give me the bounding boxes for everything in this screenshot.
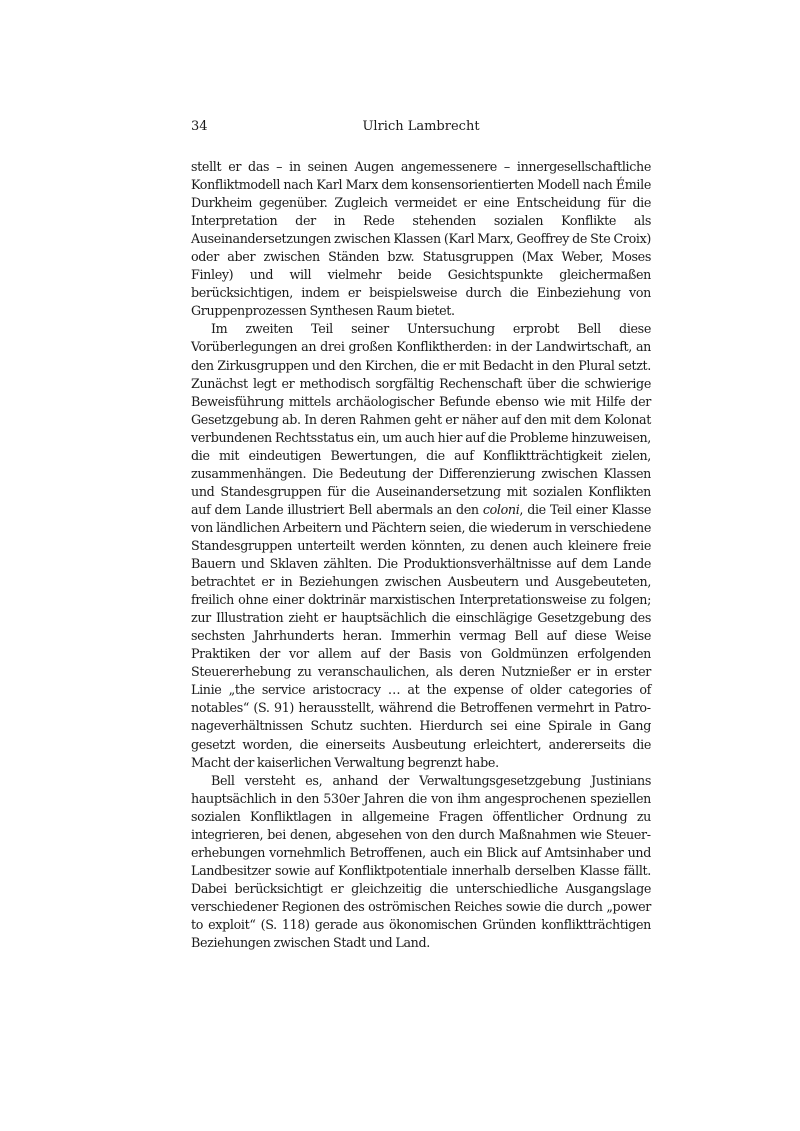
paragraph-2-part-1: Im zweiten Teil seiner Untersuchung erprobt Bell diese Vorüberlegungen an drei großen Konfliktherden: in der Landwirtschaft, an den Zirkusgruppen und den Kirchen, die er mit Bedacht in den Plural setzt. Zunächst legt er methodisch sorgfältig Rechenschaft über die schwierige Beweisführung mittels archäologischer Befunde ebenso wie mit Hilfe der Gesetzgebung ab. In deren Rahmen geht er näher auf den mit dem Kolonat verbundenen Rechtsstatus ein, um auch hier auf die Probleme hinzuweisen, die mit eindeutigen Bewertungen, die auf Konfliktträchtigkeit zielen, zusammenhängen. Die Bedeutung der Differenzierung zwischen Klassen und Standesgruppen für die Auseinandersetzung mit sozialen Konflikten auf dem Lande illustriert Bell abermals an den <box>191 321 651 517</box>
body-text <box>191 158 651 952</box>
page-number: 34 <box>191 119 208 134</box>
paragraph-3: Bell versteht es, anhand der Verwaltungsgesetzgebung Justinians hauptsächlich in den 530er Jahren die von ihm angesprochenen speziellen sozialen Konfliktlagen in allgemeine Fragen öffentlicher Ordnung zu integrieren, bei denen, abgesehen von den durch Maßnahmen wie Steuererhebungen vornehmlich Betroffenen, auch ein Blick auf Amtsinhaber und Landbesitzer sowie auf Konfliktpotentiale innerhalb derselben Klasse fällt. Dabei berücksichtigt er gleichzeitig die unterschiedliche Ausgangslage verschiedener Regionen des oströmischen Reiches sowie die durch „power to exploit“ (S. 118) gerade aus ökonomischen Gründen konfliktträchtigen Beziehungen zwischen Stadt und Land. <box>191 772 651 951</box>
paragraph-2 <box>191 320 651 771</box>
paragraph-2-part-2: , die Teil einer Klasse von ländlichen Arbeitern und Pächtern seien, die wiederum in verschiedene Standesgruppen unterteilt werden könnten, zu denen auch kleinere freie Bauern und Sklaven zählten. Die Produktionsverhältnisse auf dem Lande betrachtet er in Beziehungen zwischen Ausbeutern und Ausgebeuteten, freilich ohne einer doktrinär marxistischen Interpretationsweise zu folgen; zur Illustration zieht er hauptsächlich die einschlägige Gesetzgebung des sechsten Jahrhunderts heran. Immerhin vermag Bell auf diese Weise Praktiken der vor allem auf der Basis von Goldmünzen erfolgenden Steuererhebung zu veranschaulichen, als deren Nutznießer er in erster Linie „the service aristocracy … at the expense of older categories of notables“ (S. 91) herausstellt, während die Betroffenen vermehrt in Patronageverhältnissen Schutz suchten. Hierdurch sei eine Spirale in Gang gesetzt worden, die einerseits Ausbeutung erleichtert, andererseits die Macht der kaiserlichen Verwaltung begrenzt habe. <box>191 501 651 770</box>
running-head-author: Ulrich Lambrecht <box>362 119 480 134</box>
paragraph-1: stellt er das – in seinen Augen angemessenere – innergesellschaftliche Konfliktmodell nach Karl Marx dem konsensorientierten Modell nach Émile Durkheim gegenüber. Zugleich vermeidet er eine Entscheidung für die Interpretation der in Rede stehenden sozialen Konflikte als Auseinandersetzungen zwischen Klassen (Karl Marx, Geoffrey de Ste Croix) oder aber zwischen Ständen bzw. Statusgruppen (Max Weber, Moses Finley) und will vielmehr beide Gesichtspunkte gleichermaßen berücksichtigen, indem er beispielsweise durch die Einbeziehung von Gruppenprozessen Synthesen Raum bietet. <box>191 159 651 319</box>
running-head <box>191 119 651 139</box>
italic-term-coloni: coloni <box>482 501 520 517</box>
